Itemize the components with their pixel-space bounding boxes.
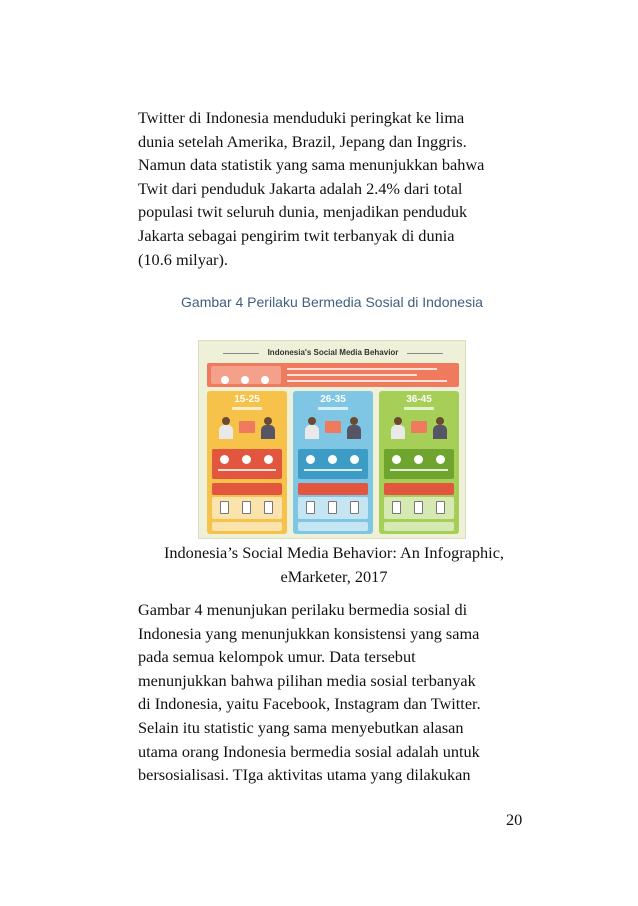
phone-icon bbox=[328, 501, 337, 514]
instagram-icon bbox=[241, 376, 249, 384]
text-line: Twit dari penduduk Jakarta adalah 2.4% dari total bbox=[138, 178, 463, 198]
footnote-section bbox=[212, 522, 282, 531]
paragraph-gambar-4 bbox=[138, 598, 538, 787]
age-group-label: 15-25 bbox=[234, 394, 260, 405]
text-line: menunjukkan bahwa pilihan media sosial terbanyak bbox=[138, 670, 476, 690]
instagram-icon bbox=[414, 455, 423, 464]
platform-usage-section bbox=[298, 449, 368, 479]
paragraph-twitter-indonesia bbox=[138, 106, 538, 271]
activity-section bbox=[384, 497, 454, 519]
title-rule-right bbox=[407, 353, 443, 354]
text-line: di Indonesia, yaitu Facebook, Instagram dan Twitter. bbox=[138, 694, 481, 714]
person-icon bbox=[391, 417, 405, 439]
infographic-image bbox=[198, 340, 466, 539]
phone-icon bbox=[350, 501, 359, 514]
text-line: Gambar 4 menunjukan perilaku bermedia sosial di bbox=[138, 600, 468, 619]
age-group-sublabel bbox=[318, 407, 348, 410]
text-line: Jakarta sebagai pengirim twit terbanyak di dunia bbox=[138, 225, 455, 245]
banner-text-line bbox=[287, 380, 447, 382]
text-line: Twitter di Indonesia menduduki peringkat ke lima bbox=[138, 108, 465, 127]
phone-icon bbox=[264, 501, 273, 514]
age-group-column-2 bbox=[293, 391, 373, 534]
facebook-icon bbox=[220, 455, 229, 464]
age-group-label: 36-45 bbox=[406, 394, 432, 405]
caption-line: eMarketer, 2017 bbox=[280, 566, 388, 586]
platform-usage-section bbox=[384, 449, 454, 479]
heart-activity-header bbox=[298, 483, 368, 495]
text-line: Selain itu statistic yang sama menyebutkan alasan bbox=[138, 717, 464, 737]
phone-icon bbox=[414, 501, 423, 514]
figure-caption-title: Gambar 4 Perilaku Bermedia Sosial di Indonesia bbox=[181, 294, 483, 310]
person-icon bbox=[305, 417, 319, 439]
footnote-section bbox=[384, 522, 454, 531]
text-line bbox=[304, 469, 362, 471]
heart-activity-header bbox=[384, 483, 454, 495]
activity-section bbox=[212, 497, 282, 519]
text-line: pada semua kelompok umur. Data tersebut bbox=[138, 647, 416, 667]
facebook-icon bbox=[221, 376, 229, 384]
text-line bbox=[390, 469, 448, 471]
person-icon bbox=[261, 417, 275, 439]
text-line: Namun data statistik yang sama menunjukkan bahwa bbox=[138, 155, 485, 175]
age-group-column-1 bbox=[207, 391, 287, 534]
text-line: bersosialisasi. TIga aktivitas utama yang dilakukan bbox=[138, 765, 471, 785]
stat-box bbox=[325, 421, 341, 433]
instagram-icon bbox=[328, 455, 337, 464]
stat-box bbox=[239, 421, 255, 433]
person-icon bbox=[433, 417, 447, 439]
caption-line: Indonesia’s Social Media Behavior: An Infographic, bbox=[163, 543, 504, 562]
text-line: dunia setelah Amerika, Brazil, Jepang dan Inggris. bbox=[138, 131, 467, 151]
age-group-column-3 bbox=[379, 391, 459, 534]
person-icon bbox=[219, 417, 233, 439]
twitter-icon bbox=[261, 376, 269, 384]
banner-text-line bbox=[287, 368, 437, 370]
person-icon bbox=[347, 417, 361, 439]
text-line bbox=[218, 469, 276, 471]
text-line: utama orang Indonesia bermedia sosial adalah untuk bbox=[138, 741, 480, 761]
heart-activity-header bbox=[212, 483, 282, 495]
text-line: Indonesia yang menunjukkan konsistensi yang sama bbox=[138, 623, 480, 643]
facebook-icon bbox=[306, 455, 315, 464]
text-line: populasi twit seluruh dunia, menjadikan penduduk bbox=[138, 202, 468, 222]
phone-icon bbox=[392, 501, 401, 514]
banner-text-line bbox=[287, 374, 417, 376]
infographic-title: Indonesia's Social Media Behavior bbox=[267, 348, 399, 357]
facebook-icon bbox=[392, 455, 401, 464]
infographic-banner bbox=[207, 363, 459, 387]
twitter-icon bbox=[350, 455, 359, 464]
footnote-section bbox=[298, 522, 368, 531]
page-number: 20 bbox=[506, 810, 523, 829]
twitter-icon bbox=[436, 455, 445, 464]
top-platforms-box bbox=[211, 366, 281, 384]
platform-usage-section bbox=[212, 449, 282, 479]
stat-box bbox=[411, 421, 427, 433]
age-group-sublabel bbox=[404, 407, 434, 410]
activity-section bbox=[298, 497, 368, 519]
phone-icon bbox=[436, 501, 445, 514]
instagram-icon bbox=[242, 455, 251, 464]
age-group-sublabel bbox=[232, 407, 262, 410]
phone-icon bbox=[220, 501, 229, 514]
text-line: (10.6 milyar). bbox=[138, 249, 228, 269]
twitter-icon bbox=[264, 455, 273, 464]
phone-icon bbox=[242, 501, 251, 514]
age-group-label: 26-35 bbox=[320, 394, 346, 405]
figure-caption-source bbox=[124, 541, 544, 588]
phone-icon bbox=[306, 501, 315, 514]
